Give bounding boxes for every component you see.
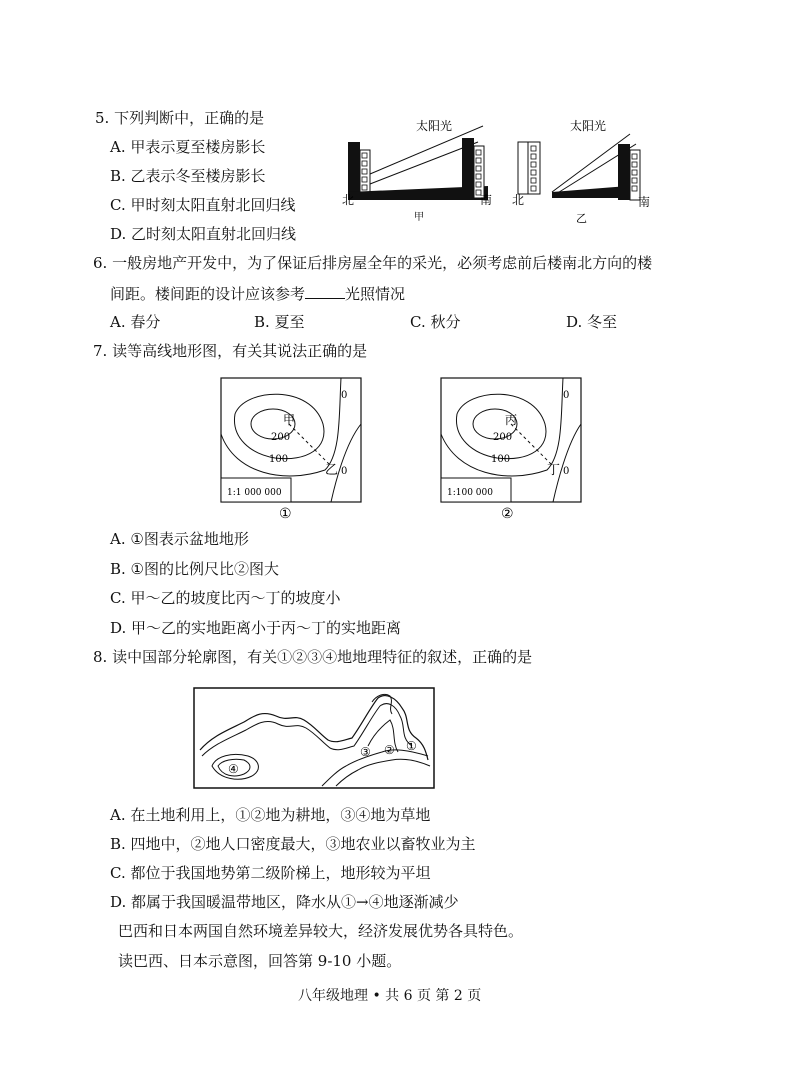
map1-label: ① — [279, 506, 292, 522]
q6-stem-line2-after: 光照情况 — [345, 285, 406, 303]
intro-line1: 巴西和日本两国自然环境差异较大，经济发展优势各具特色。 — [118, 922, 524, 940]
q6-answer-blank[interactable] — [305, 284, 345, 299]
q5-option-d[interactable]: D. 乙时刻太阳直射北回归线 — [110, 225, 297, 243]
q5-jia-north: 北 — [342, 193, 355, 207]
map1-contour-0: 0 — [341, 390, 348, 401]
q5-yi-north: 北 — [512, 193, 525, 207]
map1-contour-100: 100 — [269, 454, 289, 465]
q5-yi-shadow — [552, 186, 628, 198]
map2-contour-100: 100 — [491, 454, 511, 465]
q5-fig-sun-label-jia: 太阳光 — [416, 119, 453, 133]
q7-option-c[interactable]: C. 甲～乙的坡度比丙～丁的坡度小 — [110, 589, 341, 607]
map2-scale: 1:100 000 — [447, 488, 493, 498]
q5-stem: 5. 下列判断中，正确的是 — [95, 109, 265, 127]
q5-shadow-figure — [338, 112, 668, 230]
q6-stem-line2-before: 间距。楼间距的设计应该参考 — [110, 285, 306, 303]
q8-option-d[interactable]: D. 都属于我国暖温带地区，降水从①→④地逐渐减少 — [110, 893, 459, 911]
map1-bottom-label: 乙 — [325, 463, 339, 478]
q6-option-a[interactable]: A. 春分 — [110, 313, 161, 331]
q6-stem-line1: 6. 一般房地产开发中，为了保证后排房屋全年的采光，必须考虑前后楼南北方向的楼 — [93, 254, 653, 272]
q5-option-b[interactable]: B. 乙表示冬至楼房影长 — [110, 167, 266, 185]
q5-jia-label: 甲 — [414, 212, 424, 223]
q8-map-label-1: ① — [406, 739, 417, 753]
q5-option-c[interactable]: C. 甲时刻太阳直射北回归线 — [110, 196, 296, 214]
q8-option-a[interactable]: A. 在土地利用上，①②地为耕地，③④地为草地 — [110, 806, 431, 824]
q5-option-a[interactable]: A. 甲表示夏至楼房影长 — [110, 138, 266, 156]
q5-jia-south-building — [462, 138, 474, 198]
q8-option-c[interactable]: C. 都位于我国地势第二级阶梯上，地形较为平坦 — [110, 864, 431, 882]
map2-contour-0: 0 — [563, 390, 570, 401]
map1-contour-200: 200 — [271, 432, 291, 443]
map1-edge-zero: 0 — [341, 466, 348, 477]
map2-contour-200: 200 — [493, 432, 513, 443]
q5-yi-north-building — [518, 142, 528, 194]
map1-scale: 1:1 000 000 — [227, 488, 282, 498]
q6-stem-line2 — [110, 284, 405, 303]
q8-map-label-4: ④ — [228, 762, 239, 776]
map2-top-label: 丙 — [505, 413, 518, 427]
q6-option-c[interactable]: C. 秋分 — [410, 313, 461, 331]
q7-option-a[interactable]: A. ①图表示盆地地形 — [110, 530, 249, 548]
q5-fig-sun-label-yi: 太阳光 — [570, 119, 607, 133]
q5-yi-south-building — [618, 144, 630, 200]
map2-edge-zero: 0 — [563, 466, 570, 477]
q7-option-d[interactable]: D. 甲～乙的实地距离小于丙～丁的实地距离 — [110, 619, 402, 637]
q5-yi-label: 乙 — [576, 212, 587, 225]
q5-yi-south: 南 — [638, 195, 651, 209]
q7-contour-map-2 — [435, 374, 585, 522]
map2-label: ② — [501, 506, 514, 522]
q6-option-d[interactable]: D. 冬至 — [566, 313, 618, 331]
q5-jia-north-building — [348, 142, 360, 192]
q5-jia-south: 南 — [480, 193, 493, 207]
q7-option-b[interactable]: B. ①图的比例尺比②图大 — [110, 560, 280, 578]
q8-map-label-2: ② — [384, 743, 395, 757]
q7-contour-map-1 — [215, 374, 365, 522]
q8-china-outline-map — [192, 686, 438, 792]
map2-bottom-label: 丁 — [547, 463, 561, 478]
q8-option-b[interactable]: B. 四地中，②地人口密度最大，③地农业以畜牧业为主 — [110, 835, 476, 853]
q8-stem: 8. 读中国部分轮廓图，有关①②③④地地理特征的叙述，正确的是 — [93, 648, 533, 666]
intro-line2: 读巴西、日本示意图，回答第 9-10 小题。 — [118, 952, 402, 970]
page-footer: 八年级地理 • 共 6 页 第 2 页 — [298, 988, 482, 1004]
map1-top-label: 甲 — [283, 413, 296, 427]
q6-option-b[interactable]: B. 夏至 — [254, 313, 305, 331]
q7-stem: 7. 读等高线地形图，有关其说法正确的是 — [93, 342, 368, 360]
q8-map-label-3: ③ — [360, 745, 371, 759]
